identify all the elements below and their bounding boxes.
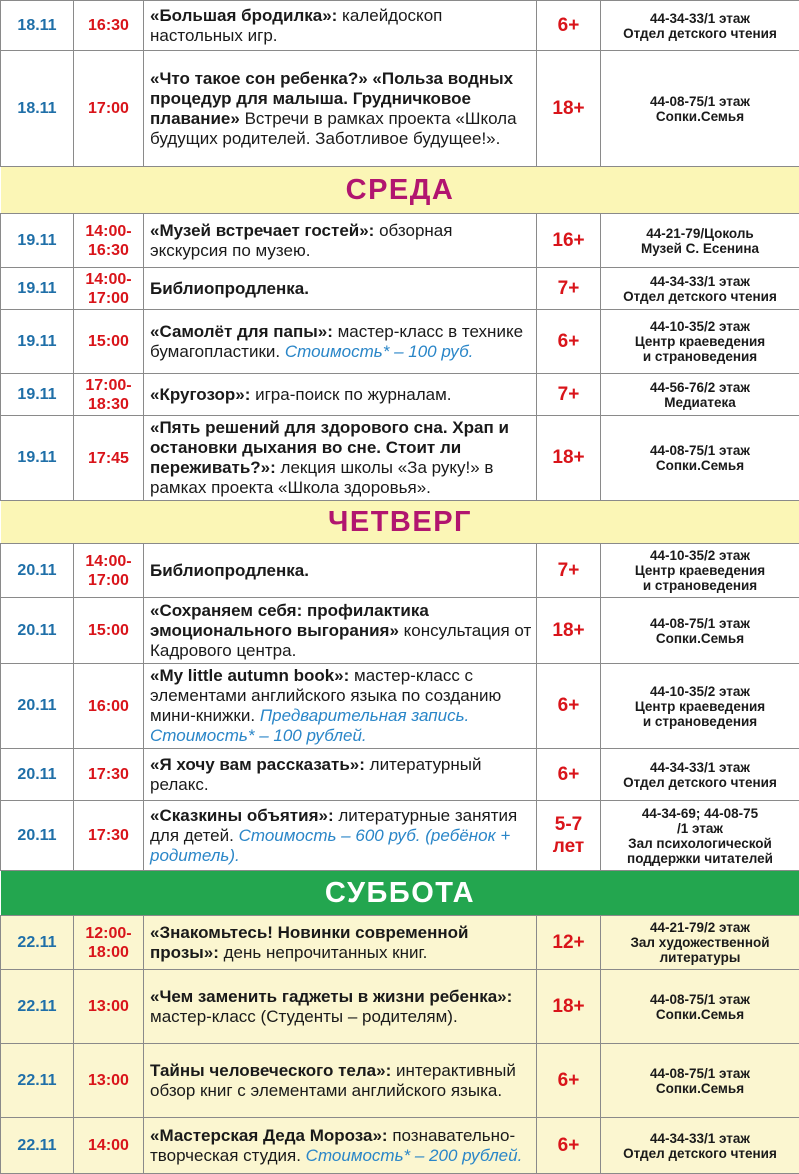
event-text: познавательно-творческая студия. [150,1126,515,1165]
event-place-line: Центр краеведения [601,563,799,578]
event-place-line: 44-08-75/1 этаж [601,1066,799,1081]
event-time-line: 13:00 [74,997,143,1016]
event-text: калейдоскоп настольных игр. [150,6,442,45]
event-place [601,544,799,598]
event-title: «Что такое сон ребенка?» «Польза водных процедур для малыша. Грудничковое плавание» [150,69,513,128]
event-date: 20.11 [1,598,74,664]
event-date: 22.11 [1,916,74,970]
event-date: 20.11 [1,801,74,871]
event-text: мастер-класс в технике бумагопластики. [150,322,523,361]
age-rating-line: 7+ [537,560,600,582]
event-description [144,970,537,1044]
age-rating [537,416,601,501]
event-description [144,801,537,871]
event-date: 19.11 [1,374,74,416]
event-time [74,598,144,664]
day-header: СУББОТА [1,871,799,916]
event-place-line: 44-10-35/2 этаж [601,684,799,699]
schedule-body [1,1,799,1174]
event-row [1,970,799,1044]
event-description [144,51,537,167]
age-rating [537,749,601,801]
event-place-line: 44-21-79/Цоколь [601,226,799,241]
age-rating-line: 6+ [537,1070,600,1092]
event-title: «Сохраняем себя: профилактика эмоционального выгорания» [150,601,429,640]
event-place-line: Зал психологической [601,836,799,851]
age-rating [537,268,601,310]
event-place [601,598,799,664]
age-rating-line: 6+ [537,331,600,353]
event-description [144,268,537,310]
event-description [144,749,537,801]
event-row [1,1,799,51]
day-header-row [1,871,799,916]
event-place-line: Отдел детского чтения [601,289,799,304]
event-title: Библиопродленка. [150,279,309,298]
event-place-line: Музей С. Есенина [601,241,799,256]
event-place-line: Медиатека [601,395,799,410]
event-date: 20.11 [1,749,74,801]
event-place-line: 44-08-75/1 этаж [601,94,799,109]
event-time-line: 12:00- [74,924,143,943]
age-rating-line: 6+ [537,764,600,786]
event-time-line: 16:30 [74,16,143,35]
event-time-line: 17:00 [74,571,143,590]
event-time-line: 17:00 [74,99,143,118]
event-place [601,214,799,268]
event-row [1,214,799,268]
age-rating-line: 7+ [537,384,600,406]
age-rating [537,1044,601,1118]
event-place [601,1044,799,1118]
event-title: «My little autumn book»: [150,666,349,685]
event-date: 19.11 [1,268,74,310]
event-row [1,916,799,970]
event-time-line: 17:00 [74,289,143,308]
event-time-line: 13:00 [74,1071,143,1090]
event-description [144,1118,537,1174]
event-place-line: и страноведения [601,578,799,593]
event-place-line: и страноведения [601,349,799,364]
event-time [74,1044,144,1118]
event-row [1,801,799,871]
event-place-line: 44-08-75/1 этаж [601,616,799,631]
event-text: Встречи в рамках проекта «Школа будущих родителей. Заботливое будущее!». [150,109,517,148]
event-row [1,51,799,167]
event-place-line: Отдел детского чтения [601,775,799,790]
event-date: 20.11 [1,544,74,598]
event-description [144,544,537,598]
event-time-line: 14:00- [74,552,143,571]
event-place [601,268,799,310]
event-time [74,664,144,749]
event-time-line: 17:30 [74,765,143,784]
event-place-line: Зал художественной [601,935,799,950]
event-place-line: Отдел детского чтения [601,1146,799,1161]
event-text: интерактивный обзор книг с элементами английского языка. [150,1061,516,1100]
event-time-line: 16:30 [74,241,143,260]
event-date: 19.11 [1,214,74,268]
event-text: литературный релакс. [150,755,482,794]
event-place-line: и страноведения [601,714,799,729]
event-note: Стоимость – 600 руб. (ребёнок + родитель). [150,826,510,865]
event-title: «Я хочу вам рассказать»: [150,755,365,774]
event-title: «Кругозор»: [150,385,250,404]
event-title: «Мастерская Деда Мороза»: [150,1126,388,1145]
event-note: Стоимость* – 200 рублей. [306,1146,523,1165]
event-description [144,916,537,970]
event-row [1,268,799,310]
event-text: лекция школы «За руку!» в рамках проекта «Школа здоровья». [150,458,493,497]
age-rating-line: 18+ [537,996,600,1018]
event-date: 20.11 [1,664,74,749]
age-rating [537,374,601,416]
age-rating-line: 12+ [537,932,600,954]
event-description [144,1044,537,1118]
event-place [601,416,799,501]
event-title: «Сказкины объятия»: [150,806,334,825]
event-title: «Самолёт для папы»: [150,322,333,341]
event-row [1,598,799,664]
age-rating-line: 18+ [537,620,600,642]
event-date: 22.11 [1,1044,74,1118]
age-rating [537,916,601,970]
event-place-line: 44-10-35/2 этаж [601,319,799,334]
event-time-line: 17:00- [74,376,143,395]
event-place [601,664,799,749]
event-place-line: /1 этаж [601,821,799,836]
event-place [601,1118,799,1174]
age-rating [537,598,601,664]
event-time [74,416,144,501]
event-row [1,1044,799,1118]
event-row [1,664,799,749]
event-place [601,801,799,871]
event-time [74,51,144,167]
event-time [74,310,144,374]
event-place-line: поддержки читателей [601,851,799,866]
event-row [1,1118,799,1174]
event-place-line: 44-34-33/1 этаж [601,274,799,289]
event-time [74,916,144,970]
event-date: 19.11 [1,310,74,374]
event-time-line: 16:00 [74,697,143,716]
age-rating [537,970,601,1044]
event-time [74,801,144,871]
event-text: день непрочитанных книг. [219,943,427,962]
event-description [144,214,537,268]
event-text: мастер-класс (Студенты – родителям). [150,1007,458,1026]
event-place-line: 44-34-33/1 этаж [601,11,799,26]
event-date: 22.11 [1,970,74,1044]
event-place-line: Сопки.Семья [601,1081,799,1096]
event-row [1,416,799,501]
event-description [144,310,537,374]
age-rating-line: 6+ [537,15,600,37]
event-title: «Знакомьтесь! Новинки современной прозы»: [150,923,468,962]
event-place [601,51,799,167]
event-time [74,1118,144,1174]
event-place [601,749,799,801]
event-title: «Большая бродилка»: [150,6,337,25]
age-rating-line: 5-7 [537,814,600,836]
event-time-line: 18:30 [74,395,143,414]
age-rating [537,1,601,51]
event-time [74,214,144,268]
event-row [1,310,799,374]
event-time [74,970,144,1044]
event-row [1,374,799,416]
event-date: 22.11 [1,1118,74,1174]
event-time [74,268,144,310]
event-description [144,416,537,501]
event-title: «Музей встречает гостей»: [150,221,374,240]
event-description [144,598,537,664]
event-description [144,664,537,749]
event-text: литературные занятия для детей. [150,806,517,845]
event-place [601,1,799,51]
event-note: Предварительная запись. Стоимость* – 100 рублей. [150,706,469,745]
event-place [601,374,799,416]
event-row [1,749,799,801]
age-rating-line: 16+ [537,230,600,252]
event-date: 18.11 [1,1,74,51]
event-place-line: литературы [601,950,799,965]
event-time [74,544,144,598]
event-time [74,1,144,51]
event-place-line: Отдел детского чтения [601,26,799,41]
event-place-line: 44-10-35/2 этаж [601,548,799,563]
age-rating [537,214,601,268]
event-description [144,374,537,416]
event-place-line: 44-34-33/1 этаж [601,760,799,775]
event-text: обзорная экскурсия по музею. [150,221,452,260]
event-time-line: 14:00- [74,222,143,241]
event-description [144,1,537,51]
event-time-line: 14:00- [74,270,143,289]
event-place-line: 44-56-76/2 этаж [601,380,799,395]
event-date: 18.11 [1,51,74,167]
age-rating-line: 18+ [537,447,600,469]
event-place [601,916,799,970]
event-date: 19.11 [1,416,74,501]
event-place-line: Сопки.Семья [601,109,799,124]
event-time-line: 17:30 [74,826,143,845]
age-rating-line: 18+ [537,98,600,120]
day-header-row [1,501,799,544]
event-place-line: Центр краеведения [601,334,799,349]
event-place-line: 44-08-75/1 этаж [601,443,799,458]
event-text: мастер-класс с элементами английского языка по созданию мини-книжки. [150,666,501,725]
event-place [601,970,799,1044]
event-place-line: 44-34-69; 44-08-75 [601,806,799,821]
age-rating-line: 7+ [537,278,600,300]
event-place-line: Сопки.Семья [601,458,799,473]
event-text: игра-поиск по журналам. [250,385,451,404]
event-title: Тайны человеческого тела»: [150,1061,391,1080]
event-time-line: 15:00 [74,332,143,351]
event-title: «Чем заменить гаджеты в жизни ребенка»: [150,987,512,1006]
age-rating [537,51,601,167]
event-title: «Пять решений для здорового сна. Храп и остановки дыхания во сне. Стоит ли переживать?»: [150,418,509,477]
event-place-line: Сопки.Семья [601,631,799,646]
event-place-line: 44-08-75/1 этаж [601,992,799,1007]
age-rating [537,1118,601,1174]
event-text: консультация от Кадрового центра. [150,621,531,660]
event-time-line: 15:00 [74,621,143,640]
event-time [74,374,144,416]
age-rating [537,801,601,871]
day-header: ЧЕТВЕРГ [1,501,799,544]
event-time [74,749,144,801]
event-title: Библиопродленка. [150,561,309,580]
age-rating-line: 6+ [537,1135,600,1157]
day-header: СРЕДА [1,167,799,214]
event-place-line: Центр краеведения [601,699,799,714]
age-rating [537,310,601,374]
age-rating [537,544,601,598]
event-note: Стоимость* – 100 руб. [285,342,474,361]
event-place-line: 44-21-79/2 этаж [601,920,799,935]
event-place-line: 44-34-33/1 этаж [601,1131,799,1146]
event-time-line: 18:00 [74,943,143,962]
age-rating-line: 6+ [537,695,600,717]
event-time-line: 14:00 [74,1136,143,1155]
event-row [1,544,799,598]
event-place [601,310,799,374]
age-rating [537,664,601,749]
event-time-line: 17:45 [74,449,143,468]
event-place-line: Сопки.Семья [601,1007,799,1022]
age-rating-line: лет [537,836,600,858]
day-header-row [1,167,799,214]
